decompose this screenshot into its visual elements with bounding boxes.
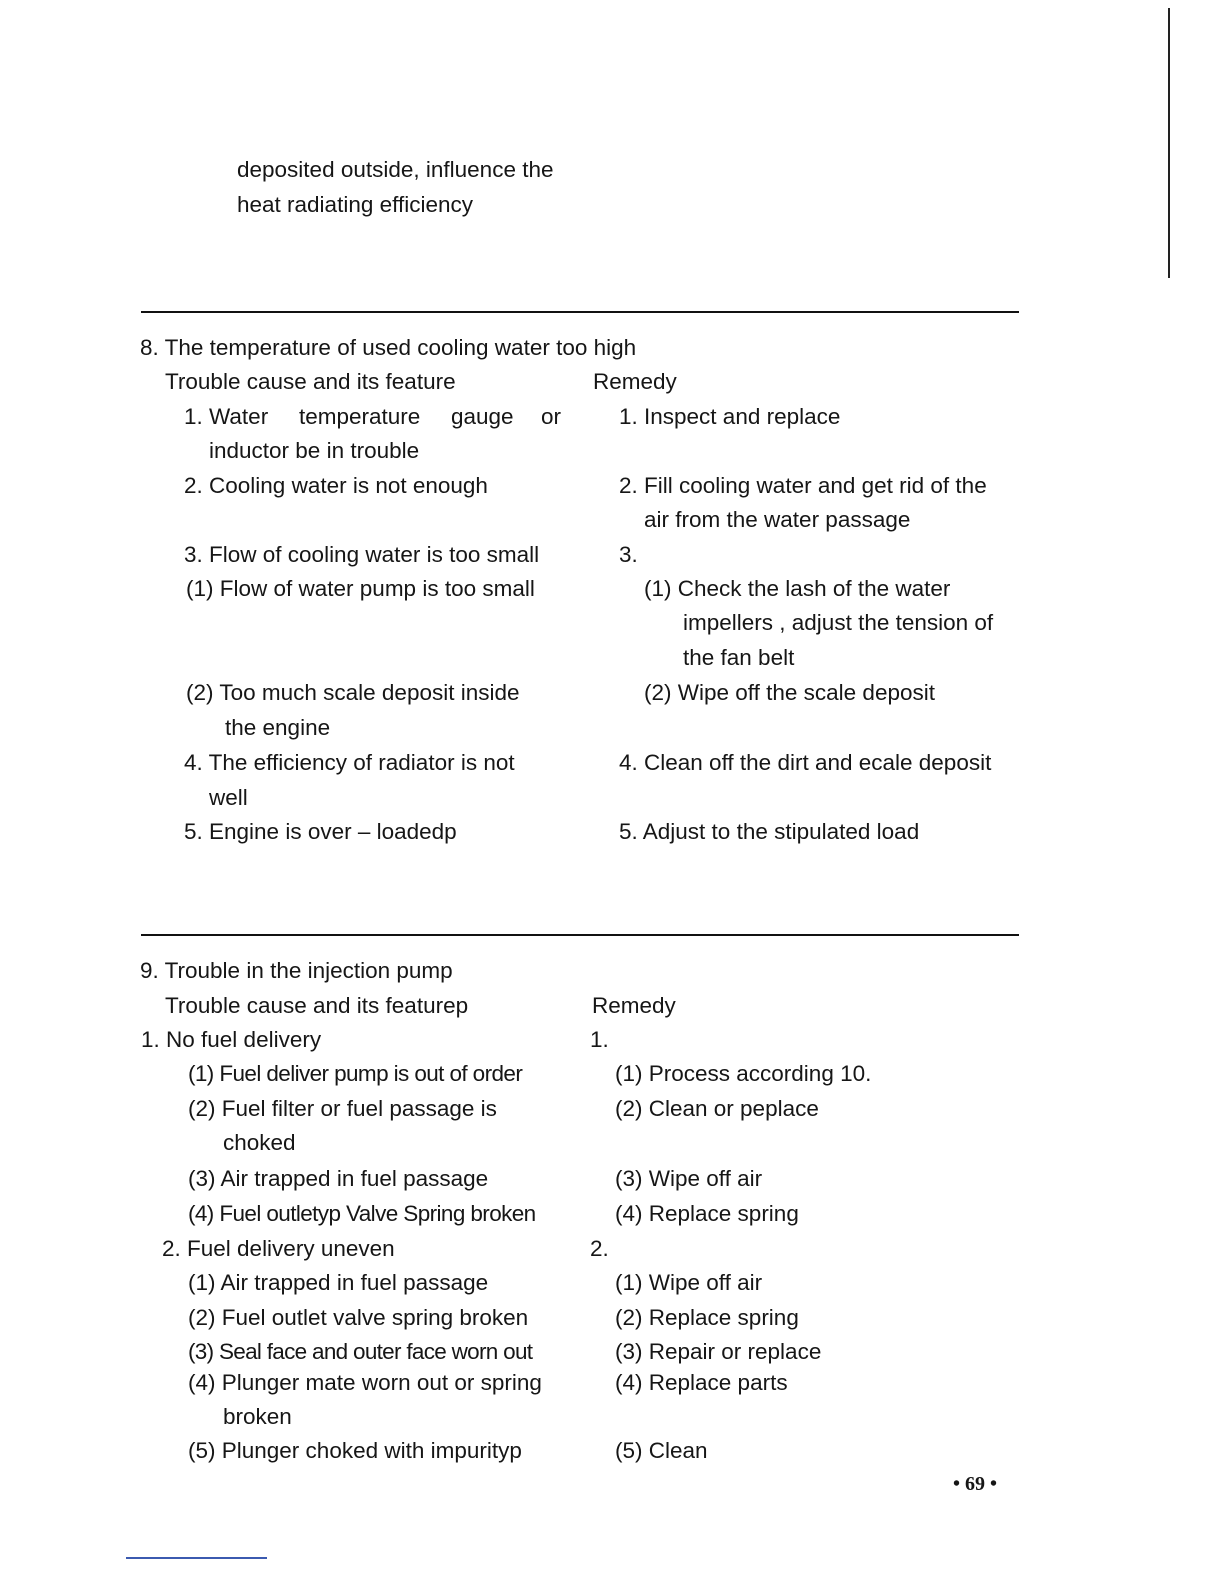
s9-remedy-2-4: (4) Replace parts xyxy=(615,1370,788,1395)
s9-remedy-1-2: (2) Clean or peplace xyxy=(615,1096,819,1121)
s8-remedy-3-1-line-1: (1) Check the lash of the water xyxy=(644,576,951,601)
s8-remedy-2-line-1: 2. Fill cooling water and get rid of the xyxy=(619,473,987,498)
scan-edge-line xyxy=(1168,8,1170,278)
intro-line-2: heat radiating efficiency xyxy=(237,192,473,217)
s8-cause-1-line-2: inductor be in trouble xyxy=(209,438,420,463)
s9-cause-2-3: (3) Seal face and outer face worn out xyxy=(188,1339,533,1364)
s9-cause-2-2: (2) Fuel outlet valve spring broken xyxy=(188,1305,529,1330)
s9-cause-1-4: (4) Fuel outletyp Valve Spring broken xyxy=(188,1201,536,1226)
s9-cause-2-4-line-1: (4) Plunger mate worn out or spring xyxy=(188,1370,542,1395)
s9-remedy-1: 1. xyxy=(590,1027,609,1052)
intro-line-1: deposited outside, influence the xyxy=(237,157,554,182)
s9-remedy-1-4: (4) Replace spring xyxy=(615,1201,799,1226)
s9-remedy-2-2: (2) Replace spring xyxy=(615,1305,799,1330)
s9-cause-1-3: (3) Air trapped in fuel passage xyxy=(188,1166,489,1191)
page-number: • 69 • xyxy=(953,1473,998,1495)
s9-cause-1: 1. No fuel delivery xyxy=(141,1027,322,1052)
s9-cause-1-2-line-2: choked xyxy=(223,1130,296,1155)
s9-remedy-2-3: (3) Repair or replace xyxy=(615,1339,822,1364)
s8-cause-1-word-2: temperature xyxy=(299,404,421,429)
section8-cause-header: Trouble cause and its feature xyxy=(165,369,456,394)
s8-cause-1-word-3: gauge xyxy=(451,404,514,429)
s8-cause-3-2-line-1: (2) Too much scale deposit inside xyxy=(186,680,520,705)
section8-remedy-header: Remedy xyxy=(593,369,677,394)
s9-remedy-2-1: (1) Wipe off air xyxy=(615,1270,763,1295)
s9-cause-2-5: (5) Plunger choked with impurityp xyxy=(188,1438,522,1463)
s8-cause-1-word-1: 1. Water xyxy=(184,404,269,429)
s8-remedy-3-1-line-3: the fan belt xyxy=(683,645,795,670)
s9-cause-1-1: (1) Fuel deliver pump is out of order xyxy=(188,1061,523,1086)
s8-remedy-3-2: (2) Wipe off the scale deposit xyxy=(644,680,935,705)
s8-cause-1-word-4: or xyxy=(541,404,562,429)
scan-footer-line xyxy=(126,1557,267,1559)
s9-cause-1-2-line-1: (2) Fuel filter or fuel passage is xyxy=(188,1096,497,1121)
section-divider xyxy=(141,311,1019,313)
s9-cause-2-1: (1) Air trapped in fuel passage xyxy=(188,1270,489,1295)
s9-remedy-1-3: (3) Wipe off air xyxy=(615,1166,763,1191)
s8-cause-3-2-line-2: the engine xyxy=(225,715,331,740)
s8-remedy-3: 3. xyxy=(619,542,638,567)
s8-cause-5: 5. Engine is over – loadedp xyxy=(184,819,457,844)
s9-remedy-2: 2. xyxy=(590,1236,609,1261)
s9-cause-2-4-line-2: broken xyxy=(223,1404,292,1429)
s9-cause-2: 2. Fuel delivery uneven xyxy=(162,1236,395,1261)
s8-cause-2: 2. Cooling water is not enough xyxy=(184,473,488,498)
s8-cause-3: 3. Flow of cooling water is too small xyxy=(184,542,540,567)
s8-remedy-2-line-2: air from the water passage xyxy=(644,507,911,532)
s8-remedy-4: 4. Clean off the dirt and ecale deposit xyxy=(619,750,992,775)
section-divider xyxy=(141,934,1019,936)
s9-remedy-2-5: (5) Clean xyxy=(615,1438,708,1463)
s8-remedy-5: 5. Adjust to the stipulated load xyxy=(619,819,920,844)
section9-cause-header: Trouble cause and its featurep xyxy=(165,993,469,1018)
s8-remedy-3-1-line-2: impellers , adjust the tension of xyxy=(683,610,994,635)
s9-remedy-1-1: (1) Process according 10. xyxy=(615,1061,872,1086)
section8-title: 8. The temperature of used cooling water too high xyxy=(140,335,637,360)
s8-cause-4-line-1: 4. The efficiency of radiator is not xyxy=(184,750,515,775)
s8-cause-4-line-2: well xyxy=(209,785,248,810)
s8-remedy-1: 1. Inspect and replace xyxy=(619,404,841,429)
section9-title: 9. Trouble in the injection pump xyxy=(140,958,453,983)
s8-cause-3-1: (1) Flow of water pump is too small xyxy=(186,576,535,601)
section9-remedy-header: Remedy xyxy=(592,993,676,1018)
